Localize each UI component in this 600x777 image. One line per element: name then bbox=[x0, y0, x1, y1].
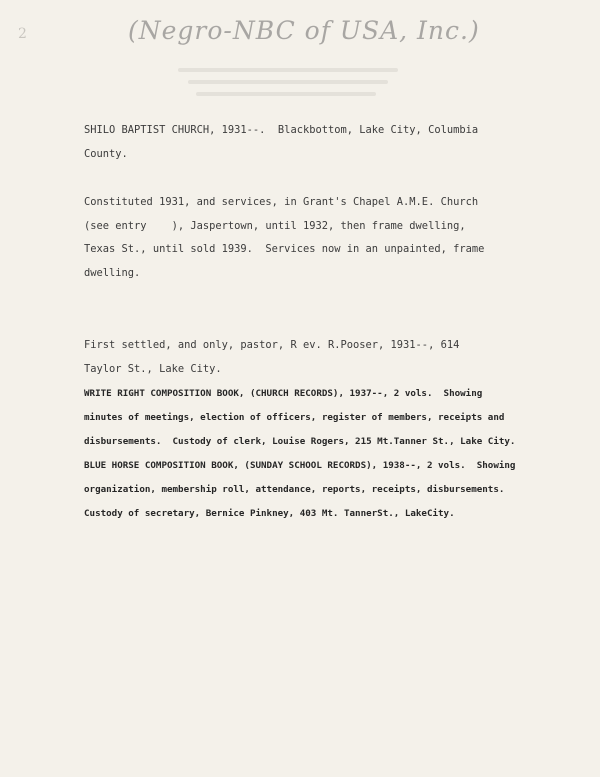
pastor-paragraph: First settled, and only, pastor, R ev. R.Pooser, 1931--, 614 Taylor St., Lake City. bbox=[84, 339, 460, 375]
records-line: minutes of meetings, election of officers, register of members, receipts and bbox=[84, 412, 505, 423]
entry-heading: SHILO BAPTIST CHURCH, 1931--. Blackbottom, Lake City, Columbia County. bbox=[84, 124, 479, 160]
handwritten-note: (Negro-NBC of USA, Inc.) bbox=[128, 16, 480, 45]
bleed-through bbox=[188, 80, 388, 84]
records-line: disbursements. Custody of clerk, Louise Rogers, 215 Mt.Tanner St., Lake City. bbox=[84, 436, 516, 447]
bleed-through bbox=[196, 92, 376, 96]
history-paragraph: Constituted 1931, and services, in Grant's Chapel A.M.E. Church (see entry ), Jaspertown, until 1932, then frame dwelling, Texas St., until sold 1939. Services now in an unpainted, frame dwelling. bbox=[84, 196, 485, 279]
records-line: Custody of secretary, Bernice Pinkney, 403 Mt. TannerSt., LakeCity. bbox=[84, 508, 455, 519]
records-line: organization, membership roll, attendance, reports, receipts, disbursements. bbox=[84, 484, 505, 495]
records-line: WRITE RIGHT COMPOSITION BOOK, (CHURCH RECORDS), 1937--, 2 vols. Showing bbox=[84, 388, 483, 399]
records-line: BLUE HORSE COMPOSITION BOOK, (SUNDAY SCHOOL RECORDS), 1938--, 2 vols. Showing bbox=[84, 460, 516, 471]
corner-mark: 2 bbox=[18, 26, 27, 42]
bleed-through bbox=[178, 68, 398, 72]
